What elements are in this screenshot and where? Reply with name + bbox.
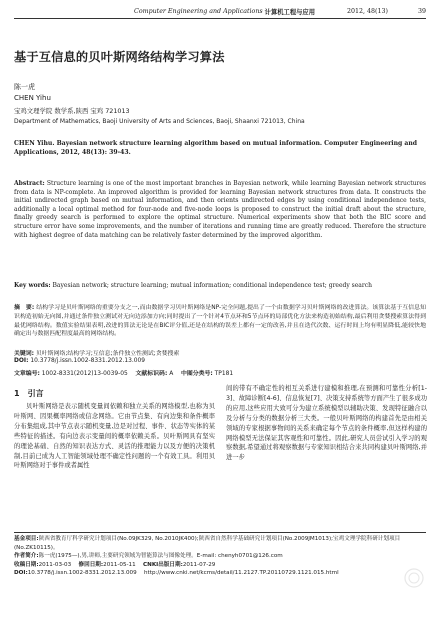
author-note: [14, 552, 426, 561]
body-left-column: 贝叶斯网络是表示随机变量间依赖和独立关系的网络模型,也称为贝叶斯网、因果概率网络或信念网络。它由节点集、有向边集和条件概率分布集组成,其中节点表示随机变量,边是对过程、事件、状态等实体的某些特征的描述。有向边表示变量间的概率依赖关系。贝叶斯网具有坚实的理论基础、自然的知识表达方式、灵活的推理能力以及方便的决策机制,目前已成为人工智能领域处理不确定性问题的一个有效工具。利用贝叶斯网络对于事件或者属性: [14, 403, 215, 470]
clc-label: 中图分类号:: [180, 371, 213, 377]
doi-label: DOI:: [14, 358, 29, 364]
issue-info: 2012, 48(13): [347, 7, 388, 15]
author-cn: 陈一虎: [14, 83, 35, 91]
clc-code: TP181: [214, 371, 234, 377]
revised-date: 2011-05-11: [103, 561, 136, 568]
keywords-en-text: Bayesian network; structure learning; mutual information; conditional independence test; greedy search: [52, 282, 372, 289]
article-no: 1002-8331(2012)13-0039-05: [41, 371, 128, 377]
keywords-cn-text: 贝叶斯网络;结构学习;互信息;条件独立性测试;贪婪搜索: [35, 351, 180, 357]
fund-note: [14, 535, 426, 552]
page-number: 39: [417, 7, 426, 15]
abstract-en: [14, 180, 426, 240]
article-no-label: 文章编号:: [14, 371, 40, 377]
fn-doi: 10.3778/j.issn.1002-8331.2012.13.009: [27, 570, 137, 577]
keywords-cn-label: 关键词:: [14, 351, 35, 357]
author-note-text: 陈一虎(1975—),男,讲师,主要研究领域为智能算法与图像处理。E-mail: chenyh0701@126.com: [38, 553, 283, 560]
affiliation-en: Department of Mathematics, Baoji University of Arts and Sciences, Baoji, Shaanxi 721013, China: [14, 118, 305, 125]
dates-note: [14, 561, 426, 570]
body-right-column: 间的带有不确定性的相互关系进行建模和推理,在预测和可靠性分析[1-3]、故障诊断[4-6]、信息恢复[7]、决策支持系统等方面产生了很多成功的应用,这些应用大致可分为建立系统模型以辅助决策、发现特征融合以及分析与分类的数据分析三大类。一般贝叶斯网络的构建首先是由相关领域的专家根据事物间的关系来确定每个节点的条件概率,但这样构建的网络模型无法保证其客观性和可靠性。因此,研究人员尝试引入学习的观察数据,希望通过将观察数据与专家知识相结合来共同构建贝叶斯网络,并进一步: [226, 385, 427, 462]
doc-info-codes: [14, 368, 233, 377]
section-heading: 1 引言: [14, 389, 44, 398]
abstract-cn-label: 摘 要:: [14, 305, 35, 311]
cnki-date: 2011-07-29: [182, 561, 216, 568]
doc-code: A: [169, 371, 174, 377]
doi-value: 10.3778/j.issn.1002-8331.2012.13.009: [30, 358, 146, 364]
abstract-en-text: Structure learning is one of the most important branches in Bayesian network, while learning Bayesian network structures from data is NP-complete. An improved algorithm is provided for learning Bayesian network structures from data. It constructs the initial undirected graph based on mutual information, and then orients undirected edges by using conditional independence tests, additionally a local optimal method for four-node and five-node loops is proposed to construct the initial draft about the structure, finally greedy search is performed to explore the optimal structure. Numerical experiments show that both the BIC score and structure error have some improvements, and the number of iterations and running time are greatly reduced. Therefore the structure with highest degree of data matching can be relatively faster determined by the improved algorithm.: [14, 180, 426, 239]
keywords-en: [14, 282, 426, 291]
doc-info-doi: [14, 358, 145, 364]
footnotes: [14, 532, 426, 578]
doc-code-label: 文献标识码:: [135, 371, 168, 377]
journal-seal-icon: [404, 568, 424, 588]
keywords-cn: [14, 348, 179, 357]
citation-en: CHEN Yihu. Bayesian network structure learning algorithm based on mutual information. Computer Engineering and Applications, 2012, 48(13): 39-43.: [14, 140, 418, 156]
doi-url-note: [14, 569, 426, 578]
fund-label: 基金项目:: [14, 536, 39, 542]
cnki-url: http://www.cnki.net/kcms/detail/11.2127.TP.20110729.1121.015.html: [144, 570, 339, 577]
received-date: 2011-03-03: [38, 561, 72, 568]
author-en: CHEN Yihu: [14, 94, 51, 102]
fn-doi-label: DOI:: [14, 570, 28, 577]
cnki-label: CNKI出版日期:: [143, 561, 183, 568]
abstract-en-label: Abstract:: [14, 180, 45, 187]
running-header: [14, 4, 426, 19]
journal-name: Computer Engineering and Applications: [134, 7, 263, 15]
revised-label: 修回日期:: [78, 561, 104, 568]
abstract-cn: [14, 304, 426, 339]
received-label: 收稿日期:: [14, 561, 39, 568]
journal-name-cn: 计算机工程与应用: [264, 8, 316, 16]
abstract-cn-text: 结构学习是贝叶斯网络的重要分支之一,而由数据学习贝叶斯网络是NP-完全问题,提出了一个由数据学习贝叶斯网络的改进算法。该算法基于互信息知识构造初始无向图,并通过条件独立测试对无向边添加方向;同时提出了一个针对4节点环和5节点环的局部优化方法来构造初始结构,最后利用贪婪搜索算法得到最优网络结构。数值实验结果表明,改进的算法无论是在BIC评分值,还是在结构的误差上都有一定的改善,并且在迭代次数、运行时间上均有明显降低,能较快地确定出与数据匹配程度最高的网络结构。: [14, 305, 427, 338]
paper-title: 基于互信息的贝叶斯网络结构学习算法: [14, 50, 225, 64]
keywords-en-label: Key words:: [14, 282, 51, 289]
fund-text: 陕西省教育厅科学研究计划项目(No.09JK329, No.2010JK400);陕西省自然科学基础研究计划项目(No.2009JM1013);宝鸡文理学院科研计划项目(No.ZK10115)。: [14, 536, 401, 551]
affiliation-cn: 宝鸡文理学院 数学系,陕西 宝鸡 721013: [14, 107, 130, 115]
author-note-label: 作者简介:: [14, 553, 39, 560]
